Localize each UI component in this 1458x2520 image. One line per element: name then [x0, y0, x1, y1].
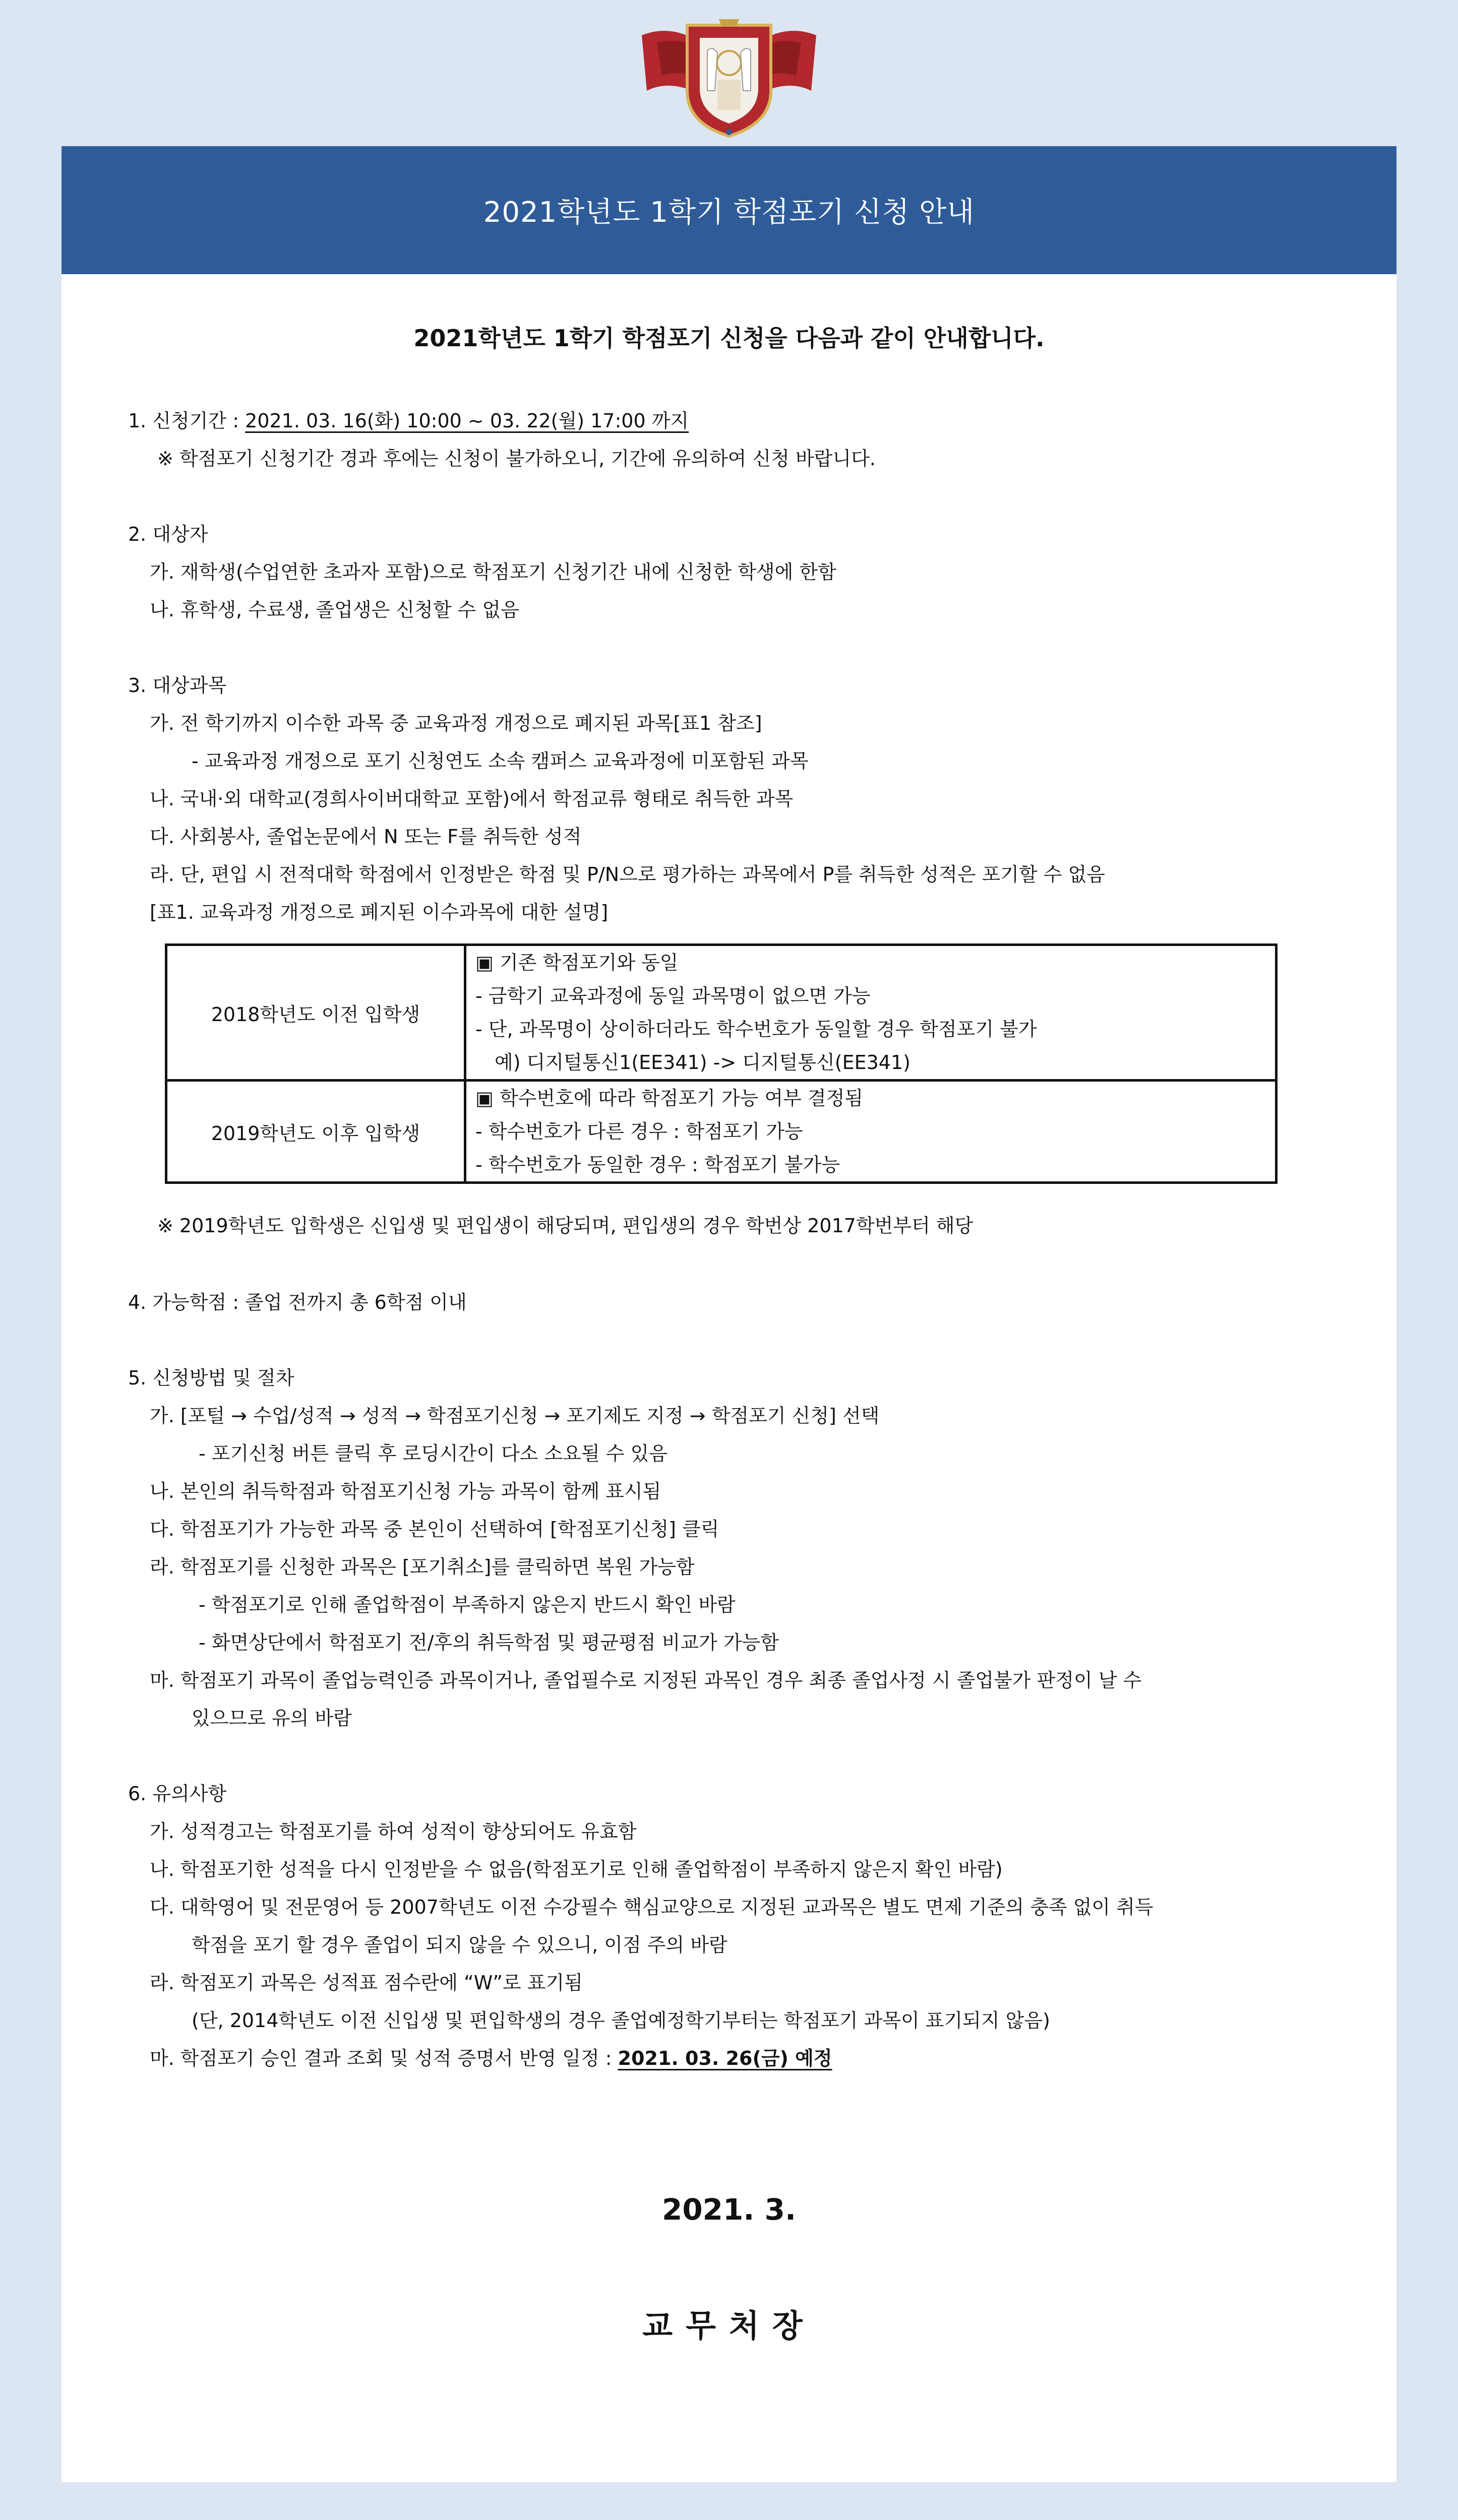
list-item: 가. 재학생(수업연한 초과자 포함)으로 학점포기 신청기간 내에 신청한 학생에 한함 [150, 561, 836, 583]
application-period: 2021. 03. 16(화) 10:00 ~ 03. 22(월) 17:00 까지 [245, 410, 689, 432]
section-2-heading: 2. 대상자 [128, 523, 208, 545]
table-cell-desc: ▣ 기존 학점포기와 동일 - 금학기 교육과정에 동일 과목명이 없으면 가능 - 단, 과목명이 상이하더라도 학수번호가 동일할 경우 학점포기 불가 예) 디지털통신1(EE341) -> 디지털통신(EE341) [465, 945, 1277, 1081]
table-cell-label: 2019학년도 이후 입학생 [166, 1081, 465, 1183]
list-item: 나. 학점포기한 성적을 다시 인정받을 수 없음(학점포기로 인해 졸업학점이 부족하지 않은지 확인 바람) [150, 1858, 1003, 1880]
section-3-heading: 3. 대상과목 [128, 674, 227, 697]
section-4-heading: 4. 가능학점 : 졸업 전까지 총 6학점 이내 [128, 1291, 467, 1313]
list-item: 나. 휴학생, 수료생, 졸업생은 신청할 수 없음 [150, 599, 519, 621]
table-row [166, 1081, 1277, 1183]
notice-date: 2021. 3. [661, 2192, 797, 2227]
notice-card [62, 146, 1396, 2482]
list-item: 있으므로 유의 바람 [192, 1707, 352, 1729]
table-caption: [표1. 교육과정 개정으로 폐지된 이수과목에 대한 설명] [150, 901, 609, 923]
list-item: 학점을 포기 할 경우 졸업이 되지 않을 수 있으니, 이점 주의 바람 [192, 1934, 727, 1956]
list-item: (단, 2014학년도 이전 신입생 및 편입학생의 경우 졸업예정학기부터는 학점포기 과목이 표기되지 않음) [192, 2009, 1050, 2032]
list-item: 라. 학점포기 과목은 성적표 점수란에 “W”로 표기됨 [150, 1972, 583, 1994]
title-banner [62, 146, 1396, 274]
table-row [166, 945, 1277, 1081]
list-item: 마. 학점포기 승인 결과 조회 및 성적 증명서 반영 일정 : 2021. 03. 26(금) 예정 [150, 2047, 832, 2069]
university-emblem-icon [637, 15, 821, 140]
list-item: 다. 학점포기가 가능한 과목 중 본인이 선택하여 [학점포기신청] 클릭 [150, 1518, 719, 1540]
list-item: 다. 대학영어 및 전문영어 등 2007학년도 이전 수강필수 핵심교양으로 지정된 교과목은 별도 면제 기준의 충족 없이 취득 [150, 1896, 1153, 1918]
section-3-note: ※ 2019학년도 입학생은 신입생 및 편입생이 해당되며, 편입생의 경우 학번상 2017학번부터 해당 [157, 1215, 974, 1237]
table-cell-label: 2018학년도 이전 입학생 [166, 945, 465, 1081]
list-item: 라. 단, 편입 시 전적대학 학점에서 인정받은 학점 및 P/N으로 평가하는 과목에서 P를 취득한 성적은 포기할 수 없음 [150, 863, 1106, 886]
section-1-heading: 1. 신청기간 : 2021. 03. 16(화) 10:00 ~ 03. 22(월) 17:00 까지 [128, 410, 689, 432]
section-1-note: ※ 학점포기 신청기간 경과 후에는 신청이 불가하오니, 기간에 유의하여 신청 바랍니다. [157, 448, 876, 470]
list-item: 나. 본인의 취득학점과 학점포기신청 가능 과목이 함께 표시됨 [150, 1480, 661, 1502]
list-item: 가. 전 학기까지 이수한 과목 중 교육과정 개정으로 폐지된 과목[표1 참조] [150, 712, 762, 734]
list-item: 마. 학점포기 과목이 졸업능력인증 과목이거나, 졸업필수로 지정된 과목인 경우 최종 졸업사정 시 졸업불가 판정이 날 수 [150, 1669, 1142, 1691]
result-date: 2021. 03. 26(금) 예정 [618, 2047, 832, 2069]
list-item: - 화면상단에서 학점포기 전/후의 취득학점 및 평균평점 비교가 가능함 [199, 1631, 779, 1654]
list-item: 다. 사회봉사, 졸업논문에서 N 또는 F를 취득한 성적 [150, 826, 582, 848]
list-item: 나. 국내·외 대학교(경희사이버대학교 포함)에서 학점교류 형태로 취득한 과목 [150, 788, 794, 810]
list-item: 가. 성적경고는 학점포기를 하여 성적이 향상되어도 유효함 [150, 1820, 637, 1843]
issuer-signature: 교무처장 [642, 2307, 816, 2344]
table-cell-desc: ▣ 학수번호에 따라 학점포기 가능 여부 결정됨 - 학수번호가 다른 경우 : 학점포기 가능 - 학수번호가 동일한 경우 : 학점포기 불가능 [465, 1081, 1277, 1183]
list-item: - 학점포기로 인해 졸업학점이 부족하지 않은지 반드시 확인 바람 [199, 1594, 736, 1616]
intro-text: 2021학년도 1학기 학점포기 신청을 다음과 같이 안내합니다. [413, 325, 1045, 352]
list-item: - 포기신청 버튼 클릭 후 로딩시간이 다소 소요될 수 있음 [199, 1442, 668, 1465]
list-item: 가. [포털 → 수업/성적 → 성적 → 학점포기신청 → 포기제도 지정 → 학점포기 신청] 선택 [150, 1405, 880, 1427]
page-title: 2021학년도 1학기 학점포기 신청 안내 [483, 196, 975, 229]
list-item: 라. 학점포기를 신청한 과목은 [포기취소]를 클릭하면 복원 가능함 [150, 1556, 695, 1578]
section-5-heading: 5. 신청방법 및 절차 [128, 1367, 294, 1389]
abolished-course-table [165, 943, 1278, 1184]
list-item: - 교육과정 개정으로 포기 신청연도 소속 캠퍼스 교육과정에 미포함된 과목 [192, 750, 809, 772]
section-6-heading: 6. 유의사항 [128, 1783, 227, 1805]
